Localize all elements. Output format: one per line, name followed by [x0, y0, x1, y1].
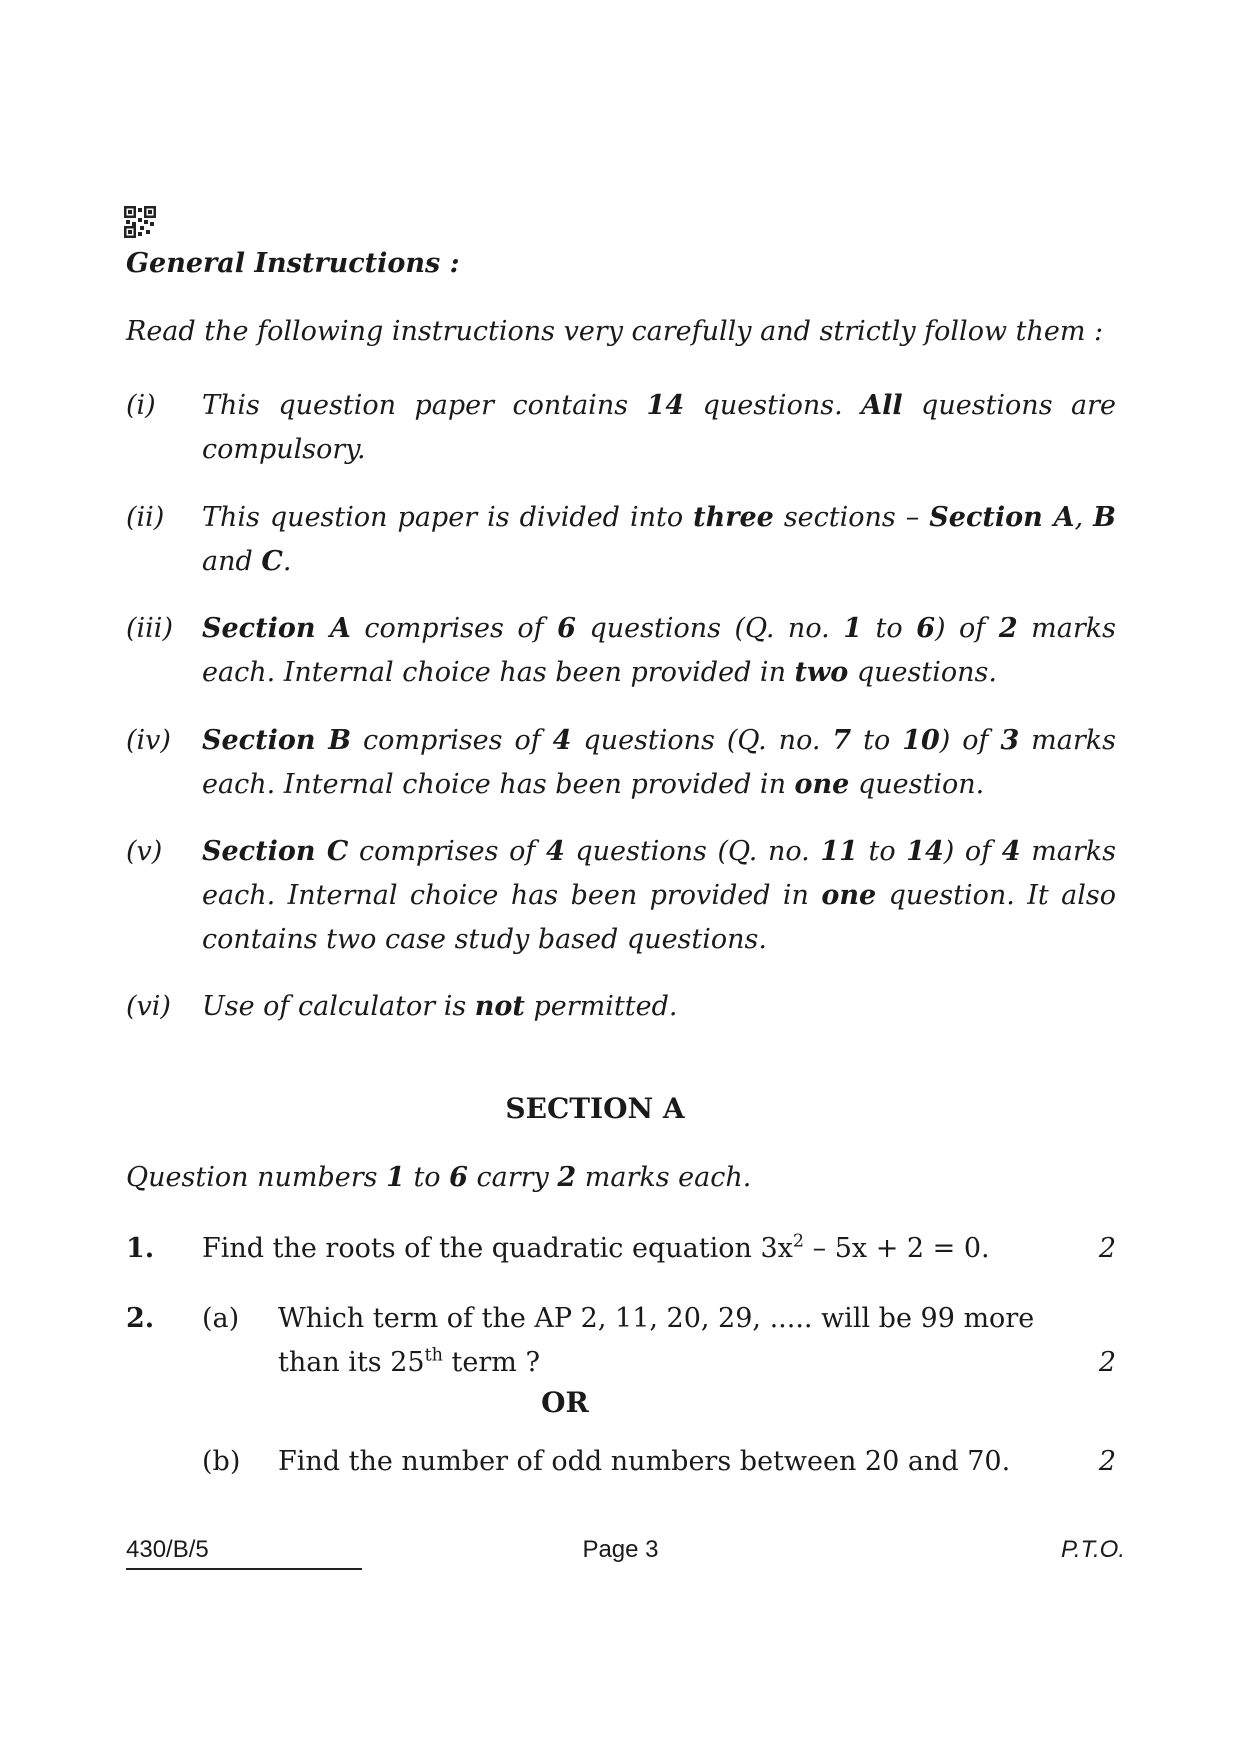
instruction-text: Use of calculator is not permitted. [202, 991, 678, 1022]
question-1 [126, 1227, 1116, 1271]
instructions-lead: Read the following instructions very carefully and strictly follow them : [126, 316, 1104, 347]
question-marks: 2 [1098, 1446, 1116, 1477]
instruction-text: Section B comprises of 4 questions (Q. no. 7 to 10) of 3 marks each. Internal choice has been provided in one question. [202, 725, 1117, 800]
instruction-item [126, 496, 1116, 584]
question-text: Which term of the AP 2, 11, 20, 29, ..... will be 99 more than its 25th term ? [278, 1303, 1035, 1378]
instruction-item [126, 719, 1116, 807]
paper-code: 430/B/5 [126, 1536, 362, 1570]
option-label: (a) [202, 1303, 240, 1334]
instruction-number: (iii) [126, 613, 173, 644]
question-text: Find the number of odd numbers between 20 and 70. [278, 1446, 1011, 1477]
section-title: SECTION A [505, 1092, 685, 1125]
question-number: 2. [126, 1303, 155, 1334]
instruction-item [126, 384, 1116, 472]
or-divider: OR [541, 1386, 589, 1419]
instruction-number: (ii) [126, 502, 165, 533]
instruction-text: Section A comprises of 6 questions (Q. no. 1 to 6) of 2 marks each. Internal choice has been provided in two questions. [202, 613, 1116, 688]
instruction-number: (iv) [126, 725, 171, 756]
instruction-text: Section C comprises of 4 questions (Q. no. 11 to 14) of 4 marks each. Internal choice has been provided in one question. It also contains two case study based questions. [202, 836, 1117, 955]
question-text: Find the roots of the quadratic equation $3x^2 - 5x + 2 = 0$. [202, 1231, 990, 1264]
instruction-item [126, 830, 1116, 962]
option-label: (b) [202, 1446, 241, 1477]
page-number: Page 3 [582, 1536, 659, 1563]
question-marks: 2 [1098, 1233, 1116, 1264]
instruction-text: This question paper is divided into three sections – Section A, B and C. [202, 502, 1116, 577]
instruction-text: This question paper contains 14 questions. All questions are compulsory. [202, 390, 1116, 465]
instruction-number: (vi) [126, 991, 171, 1022]
question-2b [126, 1440, 1116, 1484]
instruction-item [126, 985, 1116, 1029]
marks-note: Question numbers 1 to 6 carry 2 marks each. [126, 1162, 752, 1193]
question-number: 1. [126, 1233, 155, 1264]
instruction-number: (v) [126, 836, 163, 867]
question-2a [126, 1297, 1116, 1385]
question-marks: 2 [1098, 1347, 1116, 1378]
general-instructions-heading: General Instructions : [126, 248, 460, 279]
qr-code-icon [124, 206, 156, 238]
instruction-item [126, 607, 1116, 695]
instruction-number: (i) [126, 390, 156, 421]
pto-label: P.T.O. [1060, 1536, 1125, 1563]
